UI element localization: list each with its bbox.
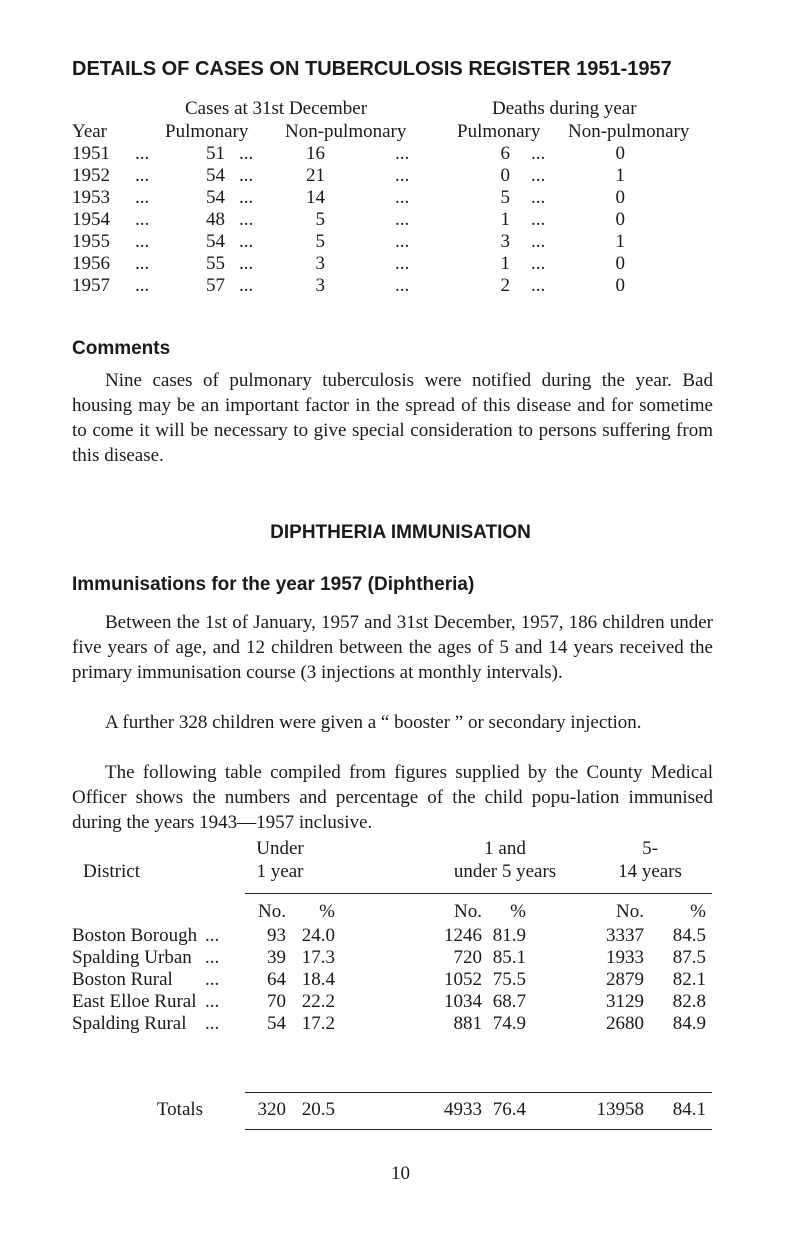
tb-deaths-non-pulmonary-cell: 0 <box>615 253 625 274</box>
leader-dots: ... <box>239 187 254 208</box>
sub-header-no-2: No. <box>454 901 482 922</box>
one-to-five-header-line2: under 5 years <box>453 861 557 882</box>
leader-dots: ... <box>531 275 546 296</box>
immunisations-subheading: Immunisations for the year 1957 (Diphtheria) <box>72 574 475 595</box>
under5-pct-cell: 75.5 <box>492 969 526 990</box>
tb-cases-pulmonary-cell: 51 <box>206 143 225 164</box>
tb-deaths-pulmonary-cell: 1 <box>500 253 510 274</box>
tb-year-cell: 1952 <box>72 165 110 186</box>
totals-under1-pct: 20.5 <box>301 1099 335 1120</box>
tb-cases-pulmonary-cell: 54 <box>206 187 225 208</box>
under1-pct-cell: 18.4 <box>301 969 335 990</box>
leader-dots: ... <box>531 165 546 186</box>
immunisation-paragraph-2: A further 328 children were given a “ booster ” or secondary injection. <box>105 712 642 733</box>
five-to-fourteen-header-line2: 14 years <box>618 861 682 882</box>
under5-pct-cell: 81.9 <box>492 925 526 946</box>
under14-pct-cell: 84.9 <box>672 1013 706 1034</box>
cases-group-header: Cases at 31st December <box>185 98 368 119</box>
five-to-fourteen-header-line1: 5- <box>642 838 658 859</box>
tb-cases-pulmonary-cell: 57 <box>206 275 225 296</box>
under5-pct-cell: 85.1 <box>492 947 526 968</box>
tb-cases-pulmonary-cell: 54 <box>206 231 225 252</box>
leader-dots: ... <box>239 231 254 252</box>
tb-deaths-non-pulmonary-cell: 1 <box>615 231 625 252</box>
leader-dots: ... <box>205 991 220 1012</box>
under1-pct-cell: 17.2 <box>301 1013 335 1034</box>
page-number: 10 <box>391 1163 410 1184</box>
tb-year-cell: 1953 <box>72 187 110 208</box>
tb-cases-non-pulmonary-cell: 3 <box>315 253 325 274</box>
tb-year-cell: 1954 <box>72 209 110 230</box>
leader-dots: ... <box>531 187 546 208</box>
tb-year-cell: 1955 <box>72 231 110 252</box>
under1-no-cell: 70 <box>267 991 286 1012</box>
tb-deaths-non-pulmonary-cell: 0 <box>615 275 625 296</box>
tb-cases-pulmonary-cell: 55 <box>206 253 225 274</box>
leader-dots: ... <box>531 231 546 252</box>
leader-dots: ... <box>239 143 254 164</box>
leader-dots: ... <box>135 231 150 252</box>
tb-deaths-pulmonary-cell: 5 <box>500 187 510 208</box>
tb-cases-non-pulmonary-cell: 5 <box>315 209 325 230</box>
tb-deaths-non-pulmonary-cell: 0 <box>615 187 625 208</box>
totals-top-rule <box>245 1092 712 1093</box>
under-one-header-line1: Under <box>256 838 304 859</box>
under14-pct-cell: 82.8 <box>672 991 706 1012</box>
leader-dots: ... <box>135 143 150 164</box>
district-cell: Spalding Rural <box>72 1013 187 1034</box>
leader-dots: ... <box>395 187 410 208</box>
tb-cases-non-pulmonary-cell: 5 <box>315 231 325 252</box>
district-cell: Boston Rural <box>72 969 173 990</box>
tb-year-cell: 1956 <box>72 253 110 274</box>
cases-non-pulmonary-header: Non-pulmonary <box>285 121 407 142</box>
totals-under5-pct: 76.4 <box>492 1099 526 1120</box>
leader-dots: ... <box>239 209 254 230</box>
leader-dots: ... <box>531 143 546 164</box>
leader-dots: ... <box>395 209 410 230</box>
tb-cases-non-pulmonary-cell: 3 <box>315 275 325 296</box>
cases-pulmonary-header: Pulmonary <box>165 121 249 142</box>
tb-cases-pulmonary-cell: 48 <box>206 209 225 230</box>
page-title: DETAILS OF CASES ON TUBERCULOSIS REGISTER 1951-1957 <box>72 58 672 80</box>
leader-dots: ... <box>239 275 254 296</box>
under1-pct-cell: 24.0 <box>301 925 335 946</box>
tb-deaths-pulmonary-cell: 2 <box>500 275 510 296</box>
sub-header-pct-2: % <box>510 901 526 922</box>
sub-header-no-1: No. <box>258 901 286 922</box>
under5-no-cell: 720 <box>453 947 482 968</box>
under5-no-cell: 881 <box>453 1013 482 1034</box>
under14-pct-cell: 82.1 <box>672 969 706 990</box>
leader-dots: ... <box>395 275 410 296</box>
leader-dots: ... <box>135 253 150 274</box>
under5-no-cell: 1246 <box>444 925 482 946</box>
district-cell: East Elloe Rural <box>72 991 197 1012</box>
tb-cases-non-pulmonary-cell: 21 <box>306 165 325 186</box>
leader-dots: ... <box>395 253 410 274</box>
leader-dots: ... <box>135 187 150 208</box>
under5-no-cell: 1052 <box>444 969 482 990</box>
under5-no-cell: 1034 <box>444 991 482 1012</box>
comments-paragraph: Nine cases of pulmonary tuberculosis were notified during the year. Bad housing may be an important factor in the spread of this disease and for sometime to come it will be necessary to give special consideration to persons suffering from this disease. <box>72 370 713 466</box>
leader-dots: ... <box>395 143 410 164</box>
leader-dots: ... <box>205 1013 220 1034</box>
under14-pct-cell: 87.5 <box>672 947 706 968</box>
under1-no-cell: 39 <box>267 947 286 968</box>
sub-header-no-3: No. <box>616 901 644 922</box>
leader-dots: ... <box>531 209 546 230</box>
tb-cases-pulmonary-cell: 54 <box>206 165 225 186</box>
leader-dots: ... <box>395 165 410 186</box>
deaths-group-header: Deaths during year <box>492 98 637 119</box>
district-column-header: District <box>83 861 140 882</box>
diphtheria-heading: DIPHTHERIA IMMUNISATION <box>270 522 531 543</box>
under14-no-cell: 3129 <box>606 991 644 1012</box>
district-cell: Spalding Urban <box>72 947 192 968</box>
under14-no-cell: 1933 <box>606 947 644 968</box>
tb-deaths-pulmonary-cell: 1 <box>500 209 510 230</box>
one-to-five-header-line1: 1 and <box>484 838 526 859</box>
tb-cases-non-pulmonary-cell: 16 <box>306 143 325 164</box>
under1-pct-cell: 17.3 <box>301 947 335 968</box>
tb-deaths-non-pulmonary-cell: 0 <box>615 209 625 230</box>
under5-pct-cell: 74.9 <box>492 1013 526 1034</box>
under1-no-cell: 64 <box>267 969 286 990</box>
leader-dots: ... <box>531 253 546 274</box>
leader-dots: ... <box>205 947 220 968</box>
totals-under1-no: 320 <box>257 1099 286 1120</box>
leader-dots: ... <box>239 253 254 274</box>
leader-dots: ... <box>395 231 410 252</box>
totals-bottom-rule <box>245 1129 712 1130</box>
sub-header-pct-1: % <box>319 901 335 922</box>
leader-dots: ... <box>239 165 254 186</box>
under14-no-cell: 2879 <box>606 969 644 990</box>
under-one-header-line2: 1 year <box>256 861 304 882</box>
leader-dots: ... <box>135 275 150 296</box>
totals-under14-no: 13958 <box>596 1099 644 1120</box>
under1-pct-cell: 22.2 <box>301 991 335 1012</box>
header-rule <box>245 893 712 894</box>
leader-dots: ... <box>205 925 220 946</box>
under5-pct-cell: 68.7 <box>492 991 526 1012</box>
tb-deaths-pulmonary-cell: 6 <box>500 143 510 164</box>
totals-label: Totals <box>156 1099 204 1120</box>
comments-heading: Comments <box>72 338 171 359</box>
under1-no-cell: 54 <box>267 1013 286 1034</box>
tb-year-cell: 1957 <box>72 275 110 296</box>
district-cell: Boston Borough <box>72 925 198 946</box>
tb-deaths-non-pulmonary-cell: 0 <box>615 143 625 164</box>
year-column-header: Year <box>72 121 108 142</box>
tb-year-cell: 1951 <box>72 143 110 164</box>
deaths-non-pulmonary-header: Non-pulmonary <box>568 121 690 142</box>
tb-deaths-non-pulmonary-cell: 1 <box>615 165 625 186</box>
tb-deaths-pulmonary-cell: 3 <box>500 231 510 252</box>
under14-no-cell: 3337 <box>606 925 644 946</box>
under14-no-cell: 2680 <box>606 1013 644 1034</box>
totals-under5-no: 4933 <box>444 1099 482 1120</box>
leader-dots: ... <box>135 209 150 230</box>
leader-dots: ... <box>135 165 150 186</box>
immunisation-paragraph-1: Between the 1st of January, 1957 and 31st December, 1957, 186 children under five years of age, and 12 children between the ages of 5 and 14 years received the primary immunisation course (3 injections at monthly intervals). <box>72 612 713 683</box>
totals-under14-pct: 84.1 <box>672 1099 706 1120</box>
sub-header-pct-3: % <box>690 901 706 922</box>
tb-cases-non-pulmonary-cell: 14 <box>306 187 325 208</box>
under1-no-cell: 93 <box>267 925 286 946</box>
deaths-pulmonary-header: Pulmonary <box>457 121 541 142</box>
tb-deaths-pulmonary-cell: 0 <box>500 165 510 186</box>
immunisation-paragraph-3: The following table compiled from figures supplied by the County Medical Officer shows the numbers and percentage of the child popu-lation immunised during the years 1943—1957 inclusive. <box>72 762 713 833</box>
leader-dots: ... <box>205 969 220 990</box>
under14-pct-cell: 84.5 <box>672 925 706 946</box>
